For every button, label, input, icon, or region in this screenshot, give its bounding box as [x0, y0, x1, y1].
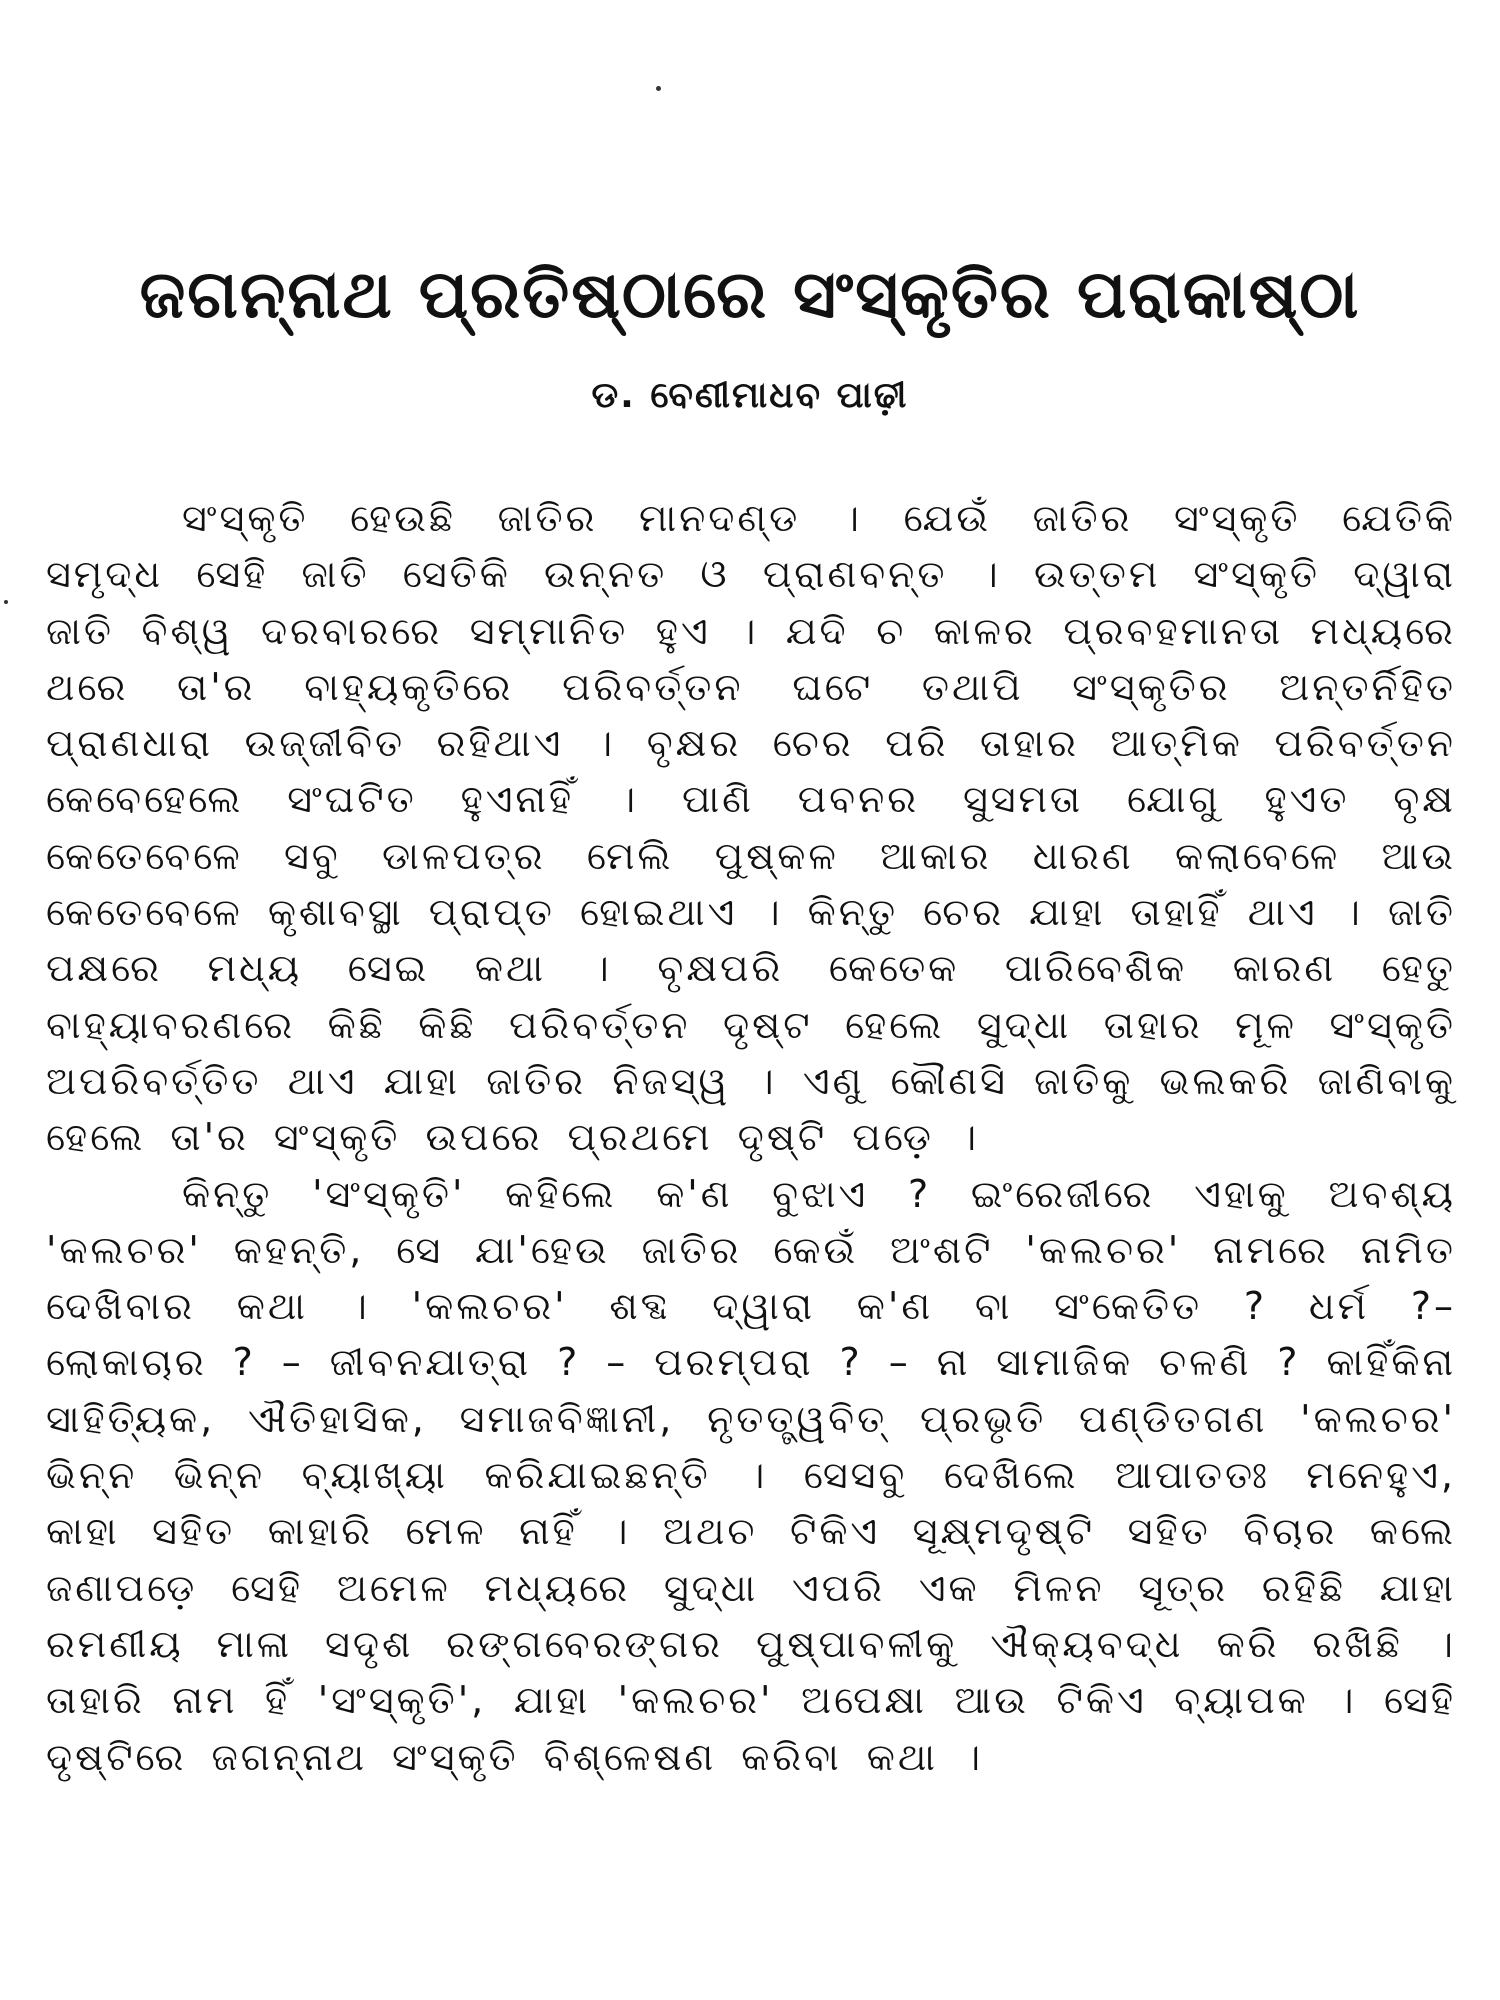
- article-title: ଜଗନ୍ନାଥ ପ୍ରତିଷ୍ଠାରେ ସଂସ୍କୃତିର ପରାକାଷ୍ଠା: [139, 256, 1361, 333]
- article-author: ଡ. ବେଣୀମାଧବ ପାଢ଼ୀ: [591, 375, 909, 416]
- paragraph-2: କିନ୍ତୁ 'ସଂସ୍କୃତି' କହିଲେ କ'ଣ ବୁଝାଏ ? ଇଂରେଜୀରେ ଏହାକୁ ଅବଶ୍ୟ 'କଲଚର' କହନ୍ତି, ସେ ଯା'ହେଉ ଜାତିର କେଉଁ ଅଂଶଟି 'କଲଚର' ନାମରେ ନାମିତ ଦେଖିବାର କଥା । 'କଲଚର' ଶବ୍ଦ ଦ୍ୱାରା କ'ଣ ବା ସଂକେତିତ ? ଧର୍ମ ?– ଲୋକାଚାର ? – ଜୀବନଯାତ୍ରା ? – ପରମ୍ପରା ? – ନା ସାମାଜିକ ଚଳଣି ? କାହିଁକିନା ସାହିତ୍ୟିକ, ଐତିହାସିକ, ସମାଜବିଜ୍ଞାନୀ, ନୃତତ୍ତ୍ୱବିତ୍ ପ୍ରଭୃତି ପଣ୍ଡିତଗଣ 'କଲଚର' ଭିନ୍ନ ଭିନ୍ନ ବ୍ୟାଖ୍ୟା କରିଯାଇଛନ୍ତି । ସେସବୁ ଦେଖିଲେ ଆପାତତଃ ମନେହୁଏ, କାହା ସହିତ କାହାରି ମେଳ ନାହିଁ । ଅଥଚ ଟିକିଏ ସୂକ୍ଷ୍ମଦୃଷ୍ଟି ସହିତ ବିଚାର କଲେ ଜଣାପଡ଼େ ସେହି ଅମେଳ ମଧ୍ୟରେ ସୁଦ୍ଧା ଏପରି ଏକ ମିଳନ ସୂତ୍ର ରହିଛି ଯାହା ରମଣୀୟ ମାଳା ସଦୃଶ ରଙ୍ଗବେରଙ୍ଗର ପୁଷ୍ପାବଳୀକୁ ଐକ୍ୟବଦ୍ଧ କରି ରଖିଛି । ତାହାରି ନାମ ହିଁ 'ସଂସ୍କୃତି', ଯାହା 'କଲଚର' ଅପେକ୍ଷା ଆଉ ଟିକିଏ ବ୍ୟାପକ । ସେହି ଦୃଷ୍ଟିରେ ଜଗନ୍ନାଥ ସଂସ୍କୃତି ବିଶ୍ଳେଷଣ କରିବା କଥା ।: [46, 1171, 1456, 1779]
- paragraph-1: ସଂସ୍କୃତି ହେଉଛି ଜାତିର ମାନଦଣ୍ଡ । ଯେଉଁ ଜାତିର ସଂସ୍କୃତି ଯେତିକି ସମୃଦ୍ଧ ସେହି ଜାତି ସେତିକି ଉନ୍ନତ ଓ ପ୍ରାଣବନ୍ତ । ଉତ୍ତମ ସଂସ୍କୃତି ଦ୍ୱାରା ଜାତି ବିଶ୍ୱ ଦରବାରରେ ସମ୍ମାନିତ ହୁଏ । ଯଦି ଚ କାଳର ପ୍ରବହମାନତା ମଧ୍ୟରେ ଥରେ ତା'ର ବାହ୍ୟକୃତିରେ ପରିବର୍ତ୍ତନ ଘଟେ ତଥାପି ସଂସ୍କୃତିର ଅନ୍ତର୍ନିହିତ ପ୍ରାଣଧାରା ଉଜ୍ଜୀବିତ ରହିଥାଏ । ବୃକ୍ଷର ଚେର ପରି ତାହାର ଆତ୍ମିକ ପରିବର୍ତ୍ତନ କେବେହେଲେ ସଂଘଟିତ ହୁଏନାହିଁ । ପାଣି ପବନର ସୁସମତା ଯୋଗୁ ହୁଏତ ବୃକ୍ଷ କେତେବେଳେ ସବୁ ଡାଳପତ୍ର ମେଲି ପୁଷ୍କଳ ଆକାର ଧାରଣ କଲାବେଳେ ଆଉ କେତେବେଳେ କୃଶାବସ୍ଥା ପ୍ରାପ୍ତ ହୋଇଥାଏ । କିନ୍ତୁ ଚେର ଯାହା ତାହାହିଁ ଥାଏ । ଜାତି ପକ୍ଷରେ ମଧ୍ୟ ସେଇ କଥା । ବୃକ୍ଷପରି କେତେକ ପାରିବେଶିକ କାରଣ ହେତୁ ବାହ୍ୟାବରଣରେ କିଛି କିଛି ପରିବର୍ତ୍ତନ ଦୃଷ୍ଟ ହେଲେ ସୁଦ୍ଧା ତାହାର ମୂଳ ସଂସ୍କୃତି ଅପରିବର୍ତ୍ତିତ ଥାଏ ଯାହା ଜାତିର ନିଜସ୍ୱ । ଏଣୁ କୌଣସି ଜାତିକୁ ଭଲକରି ଜାଣିବାକୁ ହେଲେ ତା'ର ସଂସ୍କୃତି ଉପରେ ପ୍ରଥମେ ଦୃଷ୍ଟି ପଡ଼େ ।: [46, 496, 1456, 1160]
- page-speck: [4, 600, 8, 604]
- article-body: [46, 490, 1456, 1785]
- page-speck: [656, 86, 661, 91]
